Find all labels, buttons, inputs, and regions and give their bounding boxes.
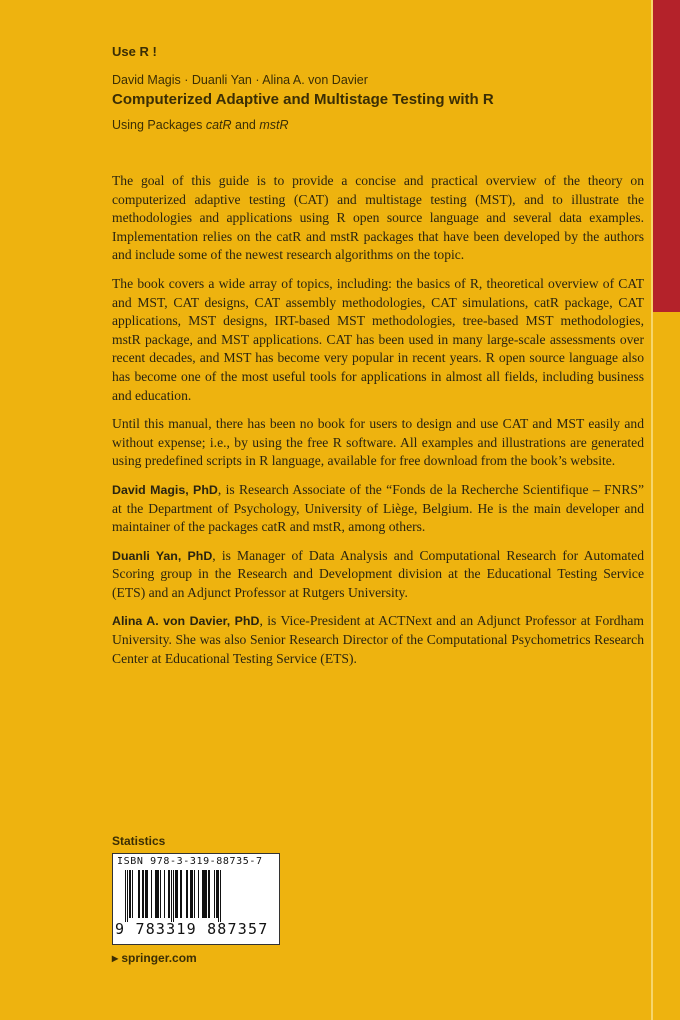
- barcode-bar: [143, 870, 144, 918]
- barcode: [112, 853, 280, 945]
- barcode-bar: [186, 870, 188, 918]
- barcode-bar: [173, 870, 174, 922]
- barcode-bar: [129, 870, 131, 918]
- barcode-bar: [138, 870, 140, 918]
- barcode-bar: [198, 870, 199, 918]
- spine-divider: [651, 0, 653, 1020]
- barcode-bar: [127, 870, 128, 922]
- barcode-bar: [160, 870, 161, 918]
- bio-von-davier: [112, 612, 644, 668]
- publisher-url: [112, 951, 197, 965]
- barcode-bar: [208, 870, 210, 918]
- barcode-bar: [145, 870, 148, 918]
- barcode-bar: [132, 870, 133, 918]
- barcode-bar: [125, 870, 126, 922]
- subtitle-package-2: mstR: [259, 118, 289, 132]
- barcode-bar: [214, 870, 215, 918]
- red-spine-stripe: [653, 0, 680, 312]
- book-title: Computerized Adaptive and Multistage Testing with R: [112, 91, 494, 108]
- isbn-label: ISBN 978-3-319-88735-7: [117, 856, 263, 867]
- bio-magis: [112, 481, 644, 537]
- barcode-bar: [218, 870, 219, 922]
- barcode-bar: [194, 870, 195, 918]
- subtitle-mid: and: [231, 118, 260, 132]
- barcode-bar: [175, 870, 178, 918]
- barcode-bar: [216, 870, 218, 918]
- bio-name: Duanli Yan, PhD: [112, 548, 213, 563]
- authors-line: David Magis · Duanli Yan · Alina A. von Davier: [112, 73, 368, 87]
- blurb-text: [112, 172, 644, 678]
- blurb-paragraph-2: The book covers a wide array of topics, including: the basics of R, theoretical overview of CAT and MST, CAT designs, CAT assembly methodologies, CAT simulations, catR package, CAT applications, MST designs, IRT-based MST methodologies, tree-based MST methodologies, mstR package, and MST applications. CAT has been used in many large-scale assessments over recent decades, and MST has become very popular in recent years. R open source language also has become one of the most useful tools for applications in almost all fields, including business and education.: [112, 275, 644, 403]
- bio-name: David Magis, PhD: [112, 482, 218, 497]
- blurb-paragraph-3: Until this manual, there has been no book for users to design and use CAT and MST easily and without expense; i.e., by using the free R software. All examples and illustrations are generated using predefined scripts in R language, available for free download from the book’s website.: [112, 416, 644, 469]
- barcode-bar: [168, 870, 170, 918]
- subtitle-package-1: catR: [205, 118, 232, 132]
- ean-digits: 9 783319 887357: [115, 920, 269, 938]
- bio-yan: [112, 547, 644, 603]
- subtitle-prefix: Using Packages: [112, 118, 206, 132]
- barcode-bar: [151, 870, 152, 918]
- publisher-text: springer.com: [121, 951, 197, 965]
- bio-text: , is Vice-President at ACTNext and an Adjunct Professor at Fordham University. She was also Senior Research Director of the Computational Psychometrics Research Center at Educational Testing Service (ETS).: [112, 613, 644, 666]
- barcode-bar: [220, 870, 221, 922]
- barcode-bar: [142, 870, 143, 918]
- barcode-bar: [171, 870, 172, 922]
- barcode-bar: [204, 870, 207, 918]
- bio-text: , is Research Associate of the “Fonds de la Recherche Scientifique – FNRS” at the Department of Psychology, University of Liège, Belgium. He is the main developer and maintainer of the packages catR and mstR, among others.: [112, 481, 644, 535]
- barcode-bar: [164, 870, 165, 918]
- barcode-bar: [180, 870, 182, 918]
- series-name: Use R !: [112, 44, 157, 59]
- bio-text: , is Manager of Data Analysis and Computational Research for Automated Scoring group in the Research and Development division at the Educational Testing Service (ETS) and an Adjunct Professor at Rutgers University.: [112, 547, 644, 600]
- book-subtitle: [112, 118, 289, 132]
- blurb-paragraph-1: The goal of this guide is to provide a concise and practical overview of the theory on computerized adaptive testing (CAT) and multistage testing (MST), and to illustrate the methodologies and applications using R open source language and several data examples. Implementation relies on the catR and mstR packages that have been developed by the authors and include some of the newest research algorithms on the topic.: [112, 173, 644, 263]
- barcode-bar: [202, 870, 204, 918]
- category-label: Statistics: [112, 834, 166, 848]
- arrow-icon: ▸: [112, 951, 122, 965]
- bio-name: Alina A. von Davier, PhD: [112, 614, 260, 629]
- barcode-bar: [155, 870, 157, 918]
- barcode-bar: [190, 870, 191, 918]
- barcode-bar: [191, 870, 193, 918]
- barcode-bars: [125, 870, 273, 922]
- barcode-bar: [157, 870, 159, 918]
